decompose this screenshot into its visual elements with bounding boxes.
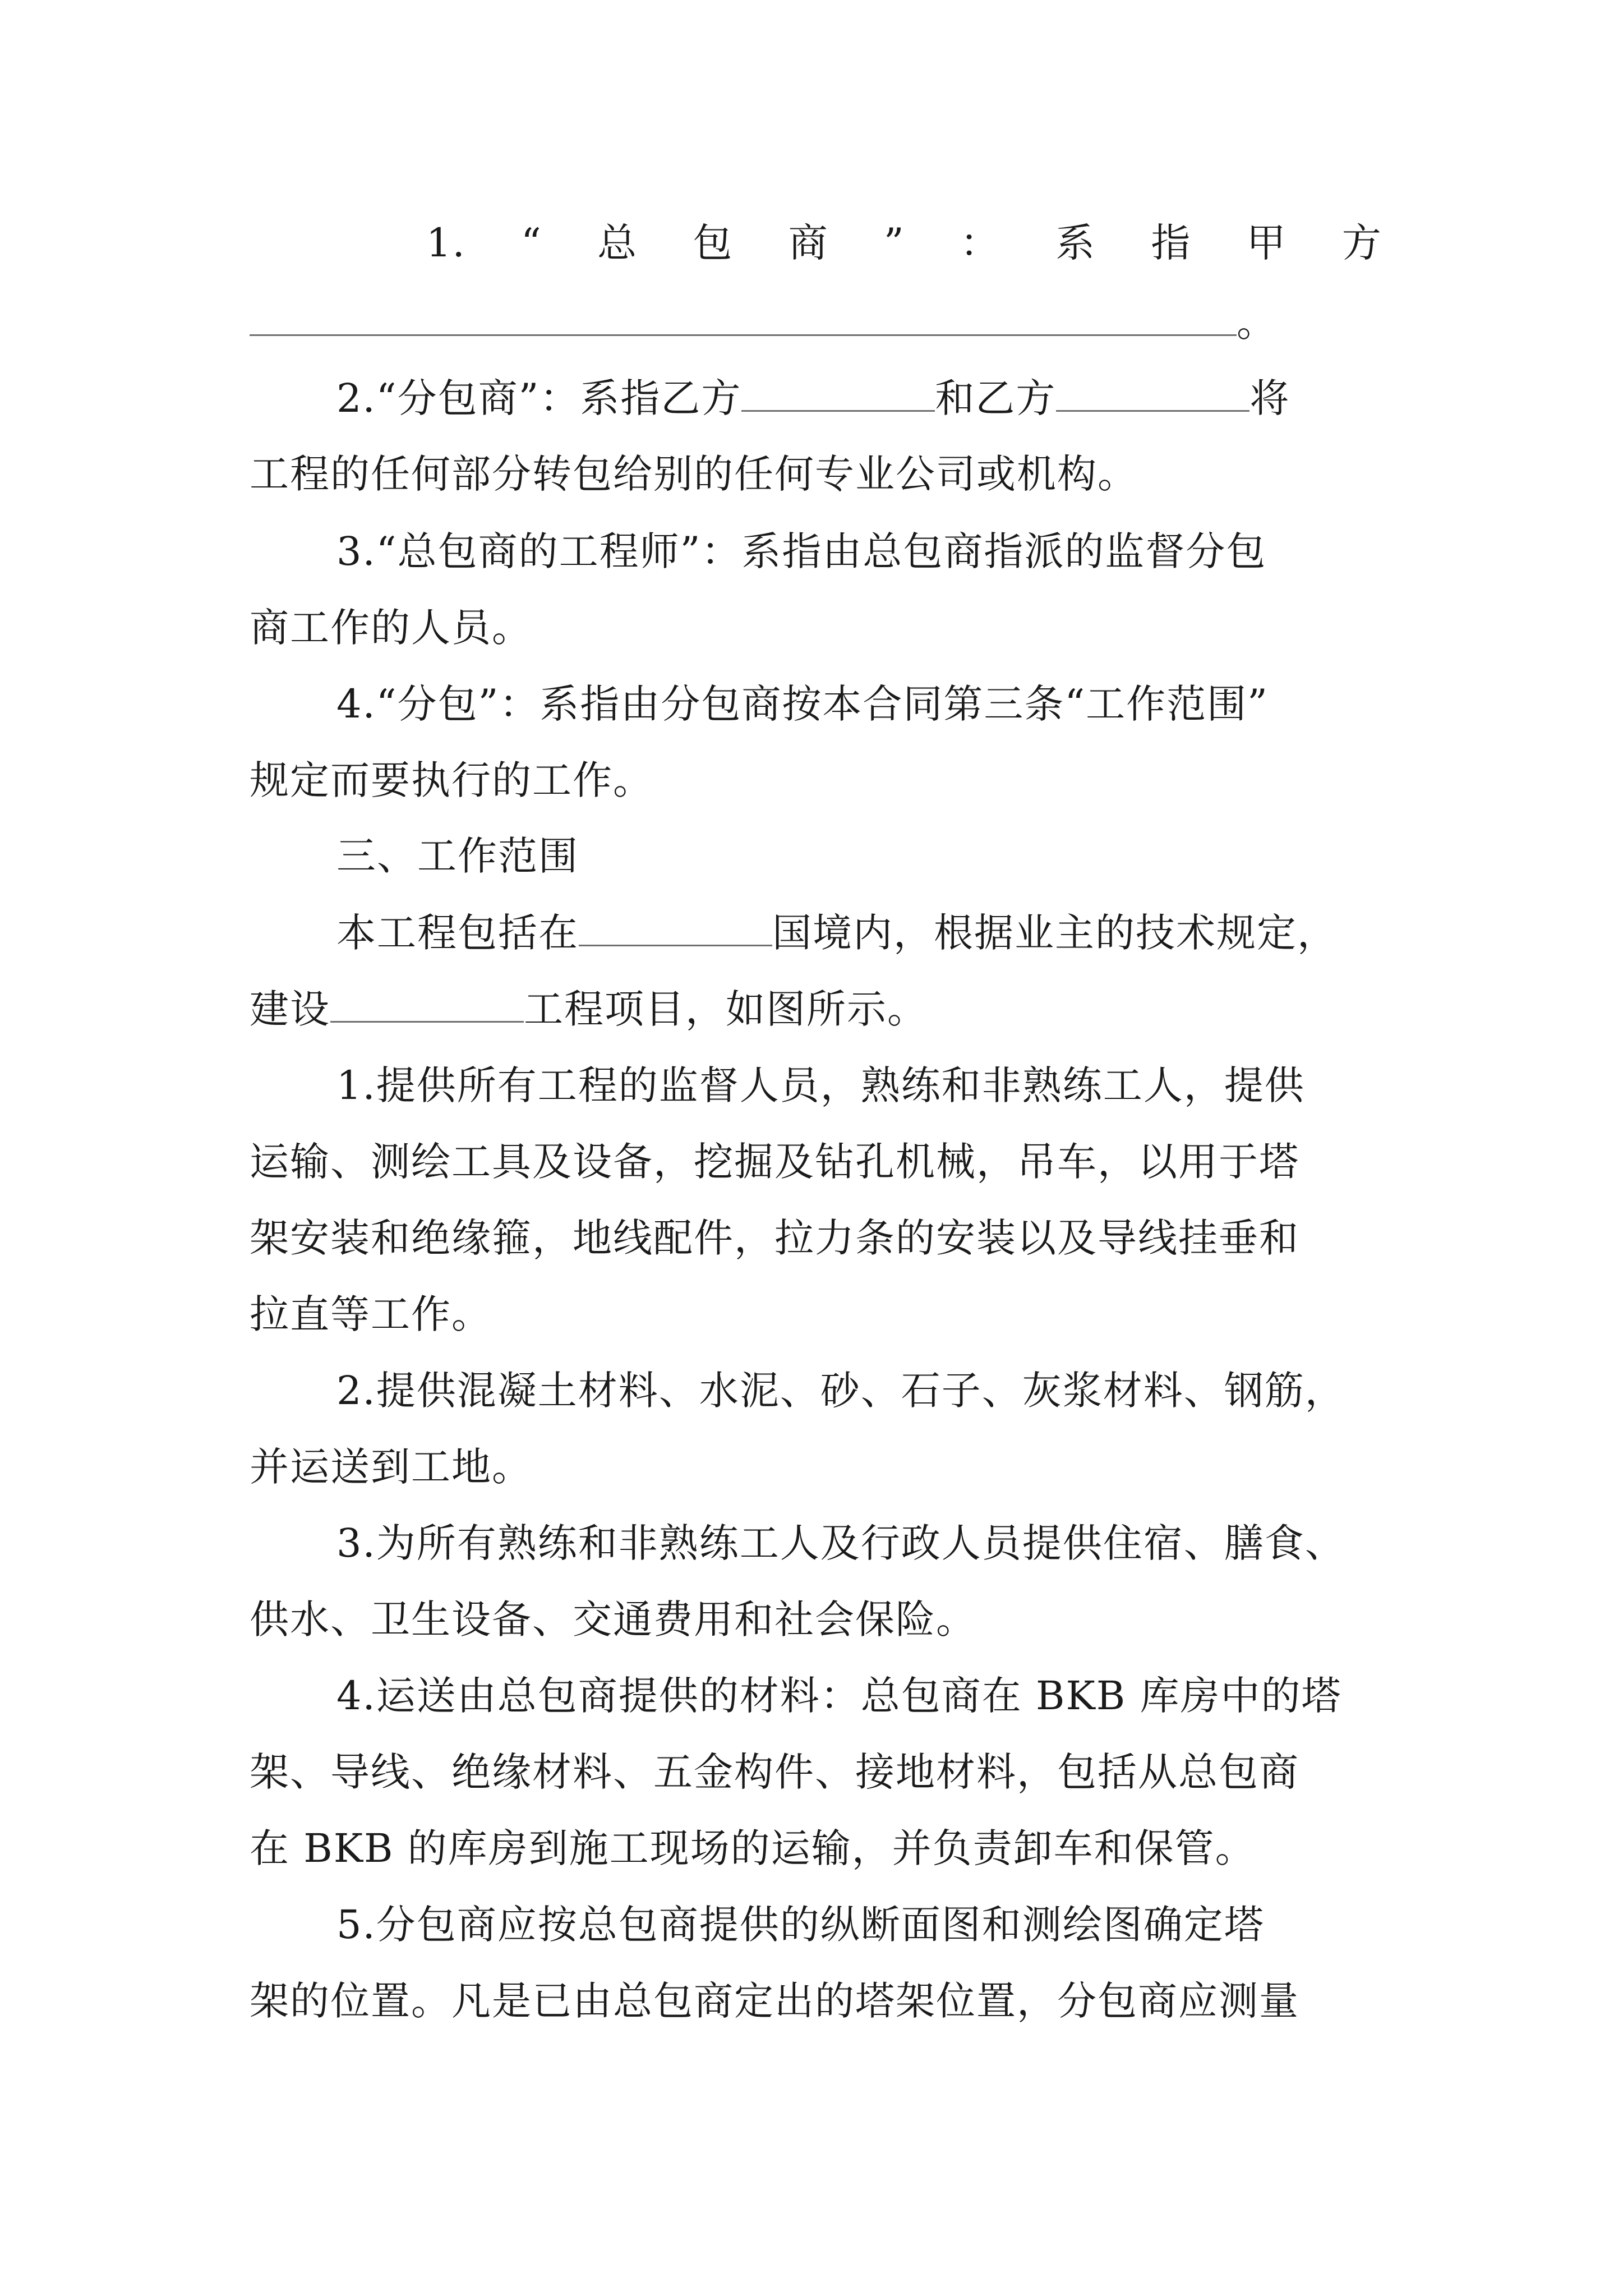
scope-intro-line-1 [336,908,1382,958]
scope-intro-text: 国境内，根据业主的技术规定， [772,910,1338,956]
fill-in-blank [250,307,1237,336]
definition-1-char: 商 [788,220,829,266]
definition-1-char: 系 [1055,220,1096,266]
section-heading: 三、工作范围 [336,833,579,879]
scope-item-1-line-4: 拉直等工作。 [250,1291,492,1337]
scope-item-2-line-1: 2.提供混凝土材料、水泥、砂、石子、灰浆材料、钢筋， [336,1368,1345,1414]
definition-2-text: 和乙方 [935,375,1057,421]
definition-1-end: 。 [1237,300,1277,346]
definition-2-text: 2.“分包商”：系指乙方 [336,375,742,421]
scope-intro-line-2 [250,984,1382,1034]
scope-item-2-line-2: 并运送到工地。 [250,1444,532,1490]
scope-item-5-line-1: 5.分包商应按总包商提供的纵断面图和测绘图确定塔 [336,1902,1265,1948]
definition-2-text: 将 [1249,375,1290,421]
scope-item-4-line-3: 在 BKB 的库房到施工现场的运输，并负责卸车和保管。 [250,1825,1256,1871]
definition-3-line-1: 3.“总包商的工程师”：系指由总包商指派的监督分包 [336,528,1267,574]
definition-3-line-2: 商工作的人员。 [250,605,532,651]
definition-4-line-2: 规定而要执行的工作。 [250,757,653,803]
scope-item-5-line-2: 架的位置。凡是已由总包商定出的塔架位置，分包商应测量 [250,1978,1299,2024]
scope-item-3-line-1: 3.为所有熟练和非熟练工人及行政人员提供住宿、膳食、 [336,1520,1345,1566]
scope-item-1-line-2: 运输、测绘工具及设备，挖掘及钻孔机械，吊车，以用于塔 [250,1139,1299,1185]
definition-1-number: 1. [426,220,466,266]
fill-in-blank [579,910,772,946]
scope-intro-text: 建设 [250,986,330,1032]
definition-1-char: 包 [693,220,734,266]
definition-1-char: ： [960,220,1000,266]
scope-item-1-line-1: 1.提供所有工程的监督人员，熟练和非熟练工人，提供 [336,1062,1305,1108]
scope-item-4-line-1: 4.运送由总包商提供的材料：总包商在 BKB 库房中的塔 [336,1673,1342,1719]
scope-intro-text: 工程项目，如图所示。 [524,986,928,1032]
fill-in-blank [330,986,524,1023]
definition-4-line-1: 4.“分包”：系指由分包商按本合同第三条“工作范围” [336,681,1269,727]
fill-in-blank [1056,375,1249,412]
definition-1-char: “ [521,220,542,266]
definition-2-line-2: 工程的任何部分转包给别的任何专业公司或机构。 [250,451,1138,497]
definition-2-line-1 [336,373,1382,424]
definition-1-line [426,218,1382,268]
definition-1-char: 方 [1341,220,1382,266]
scope-item-1-line-3: 架安装和绝缘箍，地线配件，拉力条的安装以及导线挂垂和 [250,1215,1299,1261]
definition-1-char: ” [883,220,905,266]
definition-1-char: 指 [1151,220,1192,266]
scope-intro-text: 本工程包括在 [336,910,579,956]
scope-item-4-line-2: 架、导线、绝缘材料、五金构件、接地材料，包括从总包商 [250,1749,1299,1795]
definition-1-char: 甲 [1246,220,1287,266]
fill-in-blank [741,375,935,412]
definition-1-char: 总 [597,220,638,266]
scope-item-3-line-2: 供水、卫生设备、交通费用和社会保险。 [250,1596,976,1642]
definition-1-blank-line [250,297,1382,348]
